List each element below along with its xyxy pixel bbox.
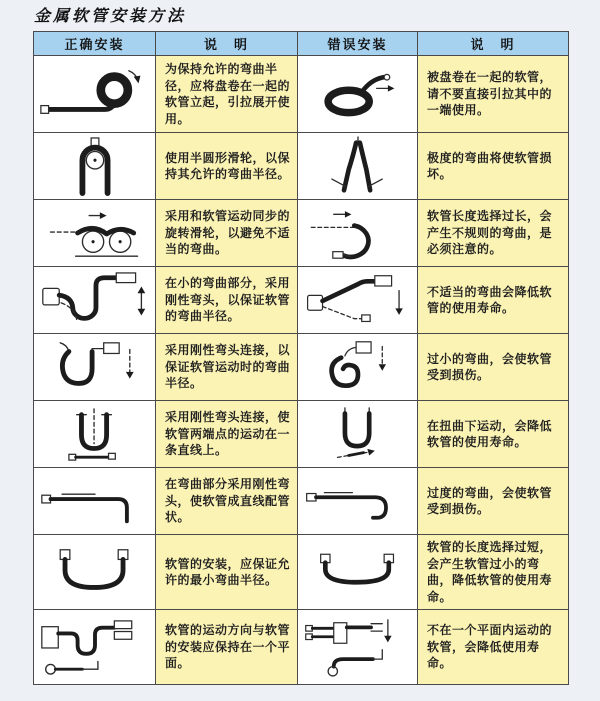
same-plane-motion-icon [37, 612, 153, 682]
wrong-image-cell [298, 334, 418, 401]
table-row [34, 401, 569, 468]
wrong-image-cell [298, 468, 418, 535]
table-row [34, 610, 569, 685]
correct-image-cell [34, 468, 156, 535]
page-title: 金属软管安装方法 [34, 6, 187, 25]
wrong-note: 不适当的弯曲会降低软管的使用寿命。 [418, 267, 569, 334]
wrong-image-cell [298, 535, 418, 610]
correct-image-cell [34, 610, 156, 685]
correct-note: 软管的运动方向与软管的安装应保持在一个平面。 [156, 610, 298, 685]
wrong-image-cell [298, 267, 418, 334]
correct-image-cell [34, 56, 156, 133]
wrong-image-cell [298, 610, 418, 685]
header-wrong-install: 错误安装 [298, 32, 418, 56]
table-row [34, 133, 569, 200]
table-row [34, 267, 569, 334]
table-header-row [34, 32, 569, 56]
shallow-bend-too-short-icon [302, 541, 414, 603]
too-small-bend-curl-icon [302, 336, 414, 398]
correct-note: 使用半圆形滑轮，以保持其允许的弯曲半径。 [156, 133, 298, 200]
wrong-note: 极度的弯曲将使软管损坏。 [418, 133, 569, 200]
wrong-note: 在扭曲下运动，会降低软管的使用寿命。 [418, 401, 569, 468]
overlong-loop-icon [302, 202, 414, 264]
wrong-image-cell [298, 133, 418, 200]
correct-note: 为保持允许的弯曲半径，应将盘卷在一起的软管立起，引拉展开使用。 [156, 56, 298, 133]
correct-image-cell [34, 401, 156, 468]
endpoints-in-line-icon [37, 403, 153, 465]
semicircular-pulley-icon [37, 135, 153, 197]
correct-image-cell [34, 133, 156, 200]
wrong-note: 过度的弯曲，会使软管受到损伤。 [418, 468, 569, 535]
out-of-plane-motion-icon [302, 612, 414, 682]
correct-note: 采用刚性弯头连接，使软管两端点的运动在一条直线上。 [156, 401, 298, 468]
improper-angled-bend-icon [302, 269, 414, 331]
correct-note: 软管的安装，应保证允许的最小弯曲半径。 [156, 535, 298, 610]
coil-pulled-from-end-icon [302, 61, 414, 127]
header-correct-description: 说 明 [156, 32, 298, 56]
straight-run-elbow-icon [37, 470, 153, 532]
correct-image-cell [34, 200, 156, 267]
minimum-bend-radius-icon [37, 541, 153, 603]
wrong-note: 被盘卷在一起的软管，请不要直接引拉其中的一端使用。 [418, 56, 569, 133]
wrong-note: 不在一个平面内运动的软管，会降低使用寿命。 [418, 610, 569, 685]
correct-image-cell [34, 535, 156, 610]
wrong-note: 过小的弯曲，会使软管受到损伤。 [418, 334, 569, 401]
overbent-end-icon [302, 470, 414, 532]
wrong-image-cell [298, 56, 418, 133]
installation-table [33, 31, 569, 685]
correct-note: 采用和软管运动同步的旋转滑轮，以避免不适当的弯曲。 [156, 200, 298, 267]
twisted-u-bend-icon [302, 403, 414, 465]
rotating-pulleys-icon [37, 202, 153, 264]
correct-note: 采用刚性弯头连接，以保证软管运动时的弯曲半径。 [156, 334, 298, 401]
header-correct-install: 正确安装 [34, 32, 156, 56]
wrong-image-cell [298, 401, 418, 468]
table-row [34, 468, 569, 535]
header-wrong-description: 说 明 [418, 32, 569, 56]
wrong-note: 软管长度选择过长，会产生不规则的弯曲，是必须注意的。 [418, 200, 569, 267]
wrong-note: 软管的长度选择过短，会产生软管过小的弯曲，降低软管的使用寿命。 [418, 535, 569, 610]
table-row [34, 535, 569, 610]
correct-note: 在弯曲部分采用刚性弯头，使软管成直线配管状。 [156, 468, 298, 535]
correct-image-cell [34, 334, 156, 401]
table-row [34, 200, 569, 267]
correct-note: 在小的弯曲部分，采用刚性弯头，以保证软管的弯曲半径。 [156, 267, 298, 334]
rigid-elbow-small-bend-icon [37, 269, 153, 331]
correct-image-cell [34, 267, 156, 334]
coiled-hose-upright-icon [37, 61, 153, 127]
wrong-image-cell [298, 200, 418, 267]
sharp-fold-icon [302, 135, 414, 197]
table-row [34, 56, 569, 133]
table-row [34, 334, 569, 401]
elbow-connection-u-bend-icon [37, 336, 153, 398]
